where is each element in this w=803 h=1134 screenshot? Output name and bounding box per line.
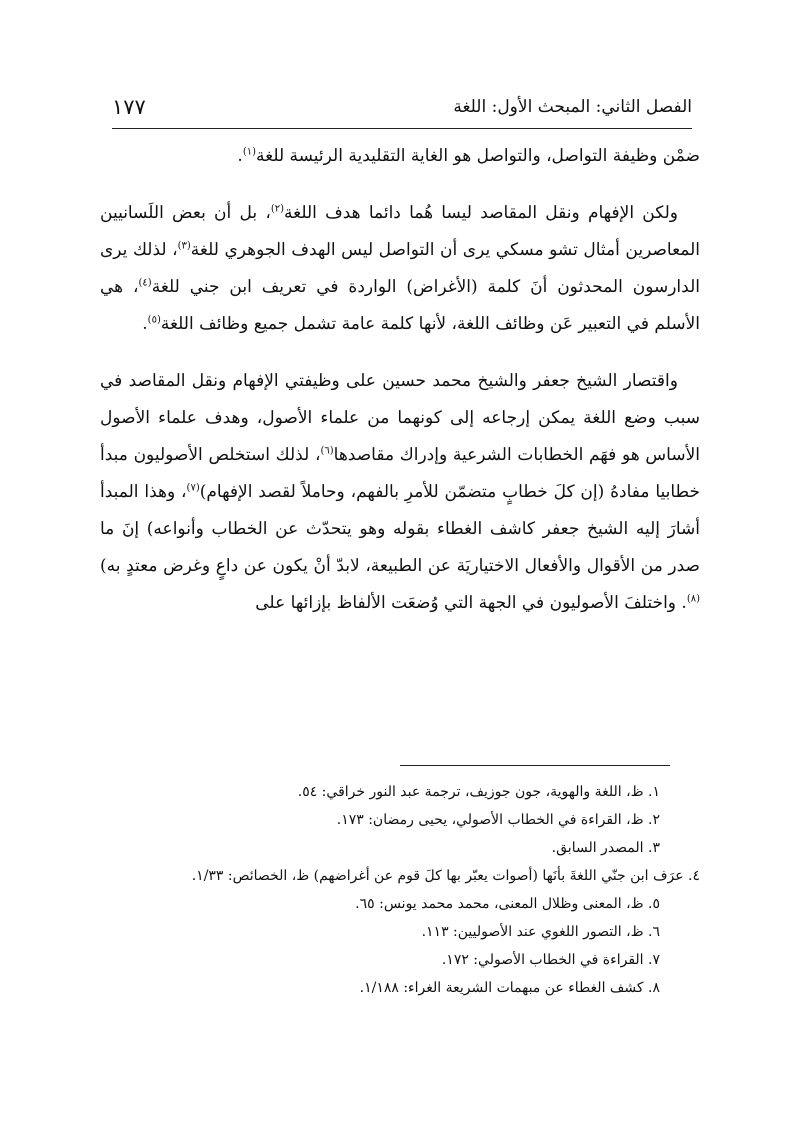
- footnote-ref: (١): [242, 146, 256, 158]
- paragraph-text: . واختلفَ الأصوليون في الجهة التي وُضعَت الألفاظ بإزائها على: [255, 593, 687, 613]
- footnotes: [100, 778, 700, 1002]
- paragraph-text: ، لذلك استخلص الأصوليون مبدأ خطابيا مفادهُ (إن كلَ خطابٍ متضمّن للأمرِ بالفهم، وحاملاً لقصد الإفهام): [100, 445, 701, 502]
- paragraph-text: واقتصار الشيخ جعفر والشيخ محمد حسين على وظيفتي الإفهام ونقل المقاصد في سبب وضع اللغة يمكن إرجاعه إلى كونهما من علماء الأصول، وهدف علماء الأصول الأساس هو فهَم الخطابات الشرعية وإدراك مقاصدها: [100, 371, 700, 465]
- footnote-item: ٧. القراءة في الخطاب الأصولي: ١٧٢.: [441, 952, 660, 968]
- footnote-item: ٣. المصدر السابق.: [551, 840, 660, 856]
- footnote-item: ٨. كشف الغطاء عن مبهمات الشريعة الغراء: ١/١٨٨.: [359, 980, 660, 996]
- footnote-item: ٥. ظ، المعنى وظلال المعنى، محمد محمد يونس: ٦٥.: [355, 896, 660, 912]
- body-text: [100, 138, 700, 642]
- footnote-item: ٦. ظ، التصور اللغوي عند الأصوليين: ١١٣.: [421, 924, 660, 940]
- paragraph-text: .: [142, 314, 148, 334]
- footnote-ref: (٨): [686, 593, 700, 605]
- paragraph-1: [100, 138, 700, 175]
- paragraph-text: ، بل أن بعض اللَسانيين المعاصرين أمثال تشو مسكي يرى أن التواصل ليس الهدف الجوهري للغة: [100, 203, 700, 260]
- footnote-ref: (٥): [147, 314, 161, 326]
- paragraph-text: ، هي الأسلم في التعبير عَن وظائف اللغة، لأنها كلمة عامة تشمل جميع وظائف اللغة: [100, 277, 700, 334]
- footnote-item: ٢. ظ، القراءة في الخطاب الأصولي، يحيى رمضان: ١٧٣.: [336, 812, 660, 828]
- footnote-ref: (٢): [270, 203, 284, 215]
- footnote-item: ١. ظ، اللغة والهوية، جون جوزيف، ترجمة عبد النور خراقي: ٥٤.: [297, 784, 660, 800]
- paragraph-3: [100, 363, 700, 622]
- footnote-ref: (٤): [138, 277, 152, 289]
- footnote-divider: [400, 765, 670, 766]
- footnote-item: ٤. عرَف ابن جنّي اللغةَ بأنَها (أصوات يعبّر بها كلَ قوم عن أغراضهم) ظ، الخصائص: ١/٣٣.: [191, 868, 700, 884]
- footnote-ref: (٧): [186, 482, 200, 494]
- paragraph-text: ، وهذا المبدأ أشارَ إليه الشيخ جعفر كاشف الغطاء بقوله وهو يتحدّث عن الخطاب وأنواعه) إنَ ما صدر من الأقوال والأفعال الاختياريَة عن الطبيعة، لابدّ أنْ يكون عن داعٍ وغرض معتدٍ به): [100, 482, 700, 576]
- footnote-ref: (٣): [177, 240, 191, 252]
- header-divider: [112, 128, 692, 129]
- page-number: ١٧٧: [112, 95, 146, 119]
- footnote-ref: (٦): [320, 445, 334, 457]
- page-header: [112, 95, 692, 129]
- paragraph-2: [100, 195, 700, 343]
- paragraph-text: ضمْن وظيفة التواصل، والتواصل هو الغاية التقليدية الرئيسة للغة: [256, 146, 700, 166]
- paragraph-text: ولكن الإفهام ونقل المقاصد ليسا هُما دائما هدف اللغة: [284, 203, 678, 223]
- running-title: الفصل الثاني: المبحث الأول: اللغة: [453, 97, 692, 117]
- paragraph-text: ، لذلك يرى الدارسون المحدثون أنَ كلمة (الأغراض) الواردة في تعريف ابن جني للغة: [100, 240, 700, 297]
- paragraph-tail: .: [237, 146, 243, 166]
